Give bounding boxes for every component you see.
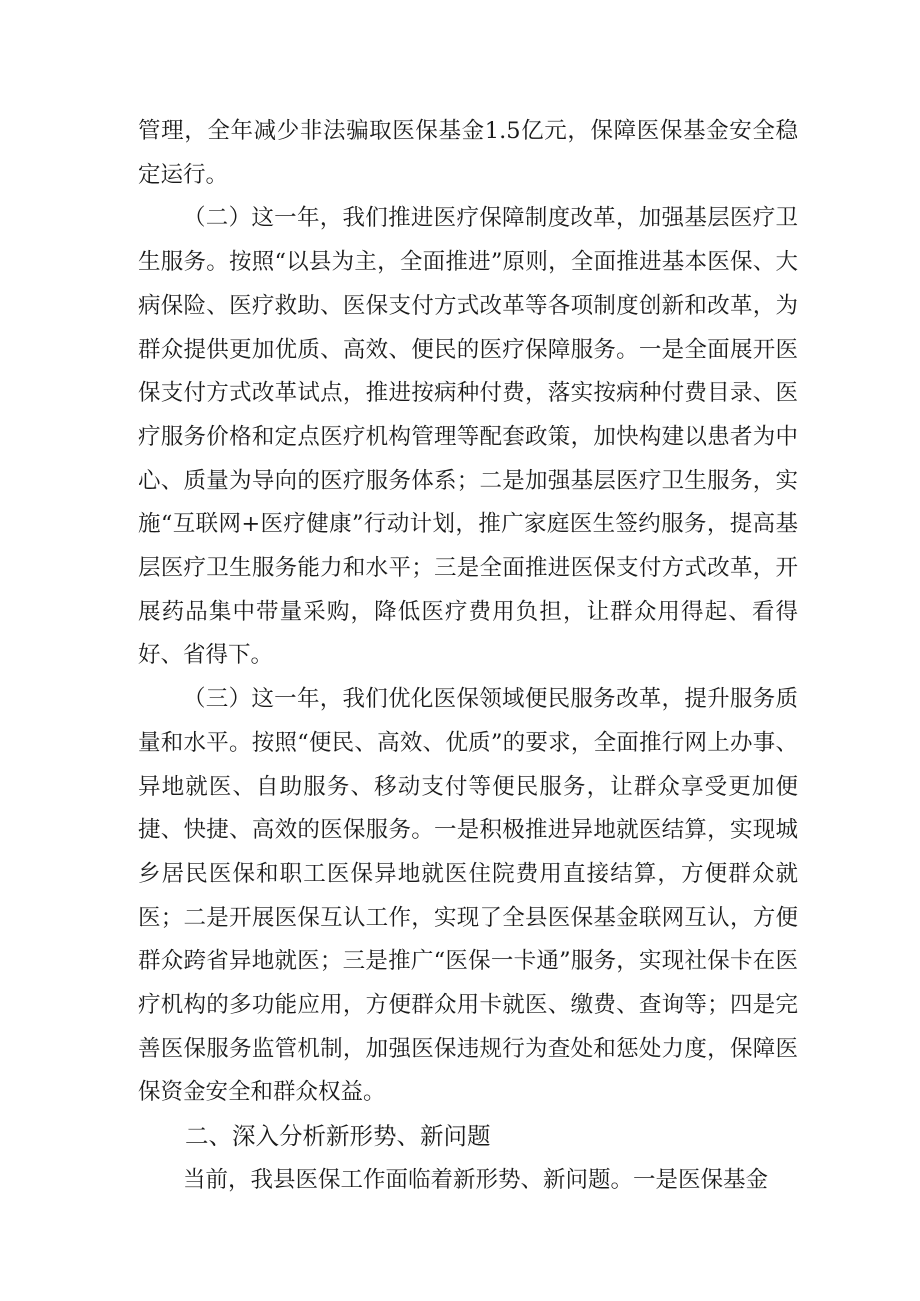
paragraph-section-2: （二）这一年，我们推进医疗保障制度改革，加强基层医疗卫生服务。按照“以县为主，全面推进”原则，全面推进基本医保、大病保险、医疗救助、医保支付方式改革等各项制度创新和改革，为群众提供更加优质、高效、便民的医疗保障服务。一是全面展开医保支付方式改革试点，推进按病种付费，落实按病种付费目录、医疗服务价格和定点医疗机构管理等配套政策，加快构建以患者为中心、质量为导向的医疗服务体系；二是加强基层医疗卫生服务，实施“互联网+医疗健康”行动计划，推广家庭医生签约服务，提高基层医疗卫生服务能力和水平；三是全面推进医保支付方式改革，开展药品集中带量采购，降低医疗费用负担，让群众用得起、看得好、省得下。 xyxy=(138,205,798,669)
paragraph-section-3: （三）这一年，我们优化医保领域便民服务改革，提升服务质量和水平。按照“便民、高效、优质”的要求，全面推行网上办事、异地就医、自助服务、移动支付等便民服务，让群众享受更加便捷、快捷、高效的医保服务。一是积极推进异地就医结算，实现城乡居民医保和职工医保异地就医住院费用直接结算，方便群众就医；二是开展医保互认工作，实现了全县医保基金联网互认，方便群众跨省异地就医；三是推广“医保一卡通”服务，实现社保卡在医疗机构的多功能应用，方便群众用卡就医、缴费、查询等；四是完善医保服务监管机制，加强医保违规行为查处和惩处力度，保障医保资金安全和群众权益。 xyxy=(138,686,798,1106)
paragraph-current-situation: 当前，我县医保工作面临着新形势、新问题。一是医保基金 xyxy=(183,1166,769,1193)
document-body xyxy=(138,110,798,1203)
section-heading: 二、深入分析新形势、新问题 xyxy=(185,1122,491,1151)
paragraph-continuation: 管理，全年减少非法骗取医保基金1.5亿元，保障医保基金安全稳定运行。 xyxy=(138,118,798,188)
